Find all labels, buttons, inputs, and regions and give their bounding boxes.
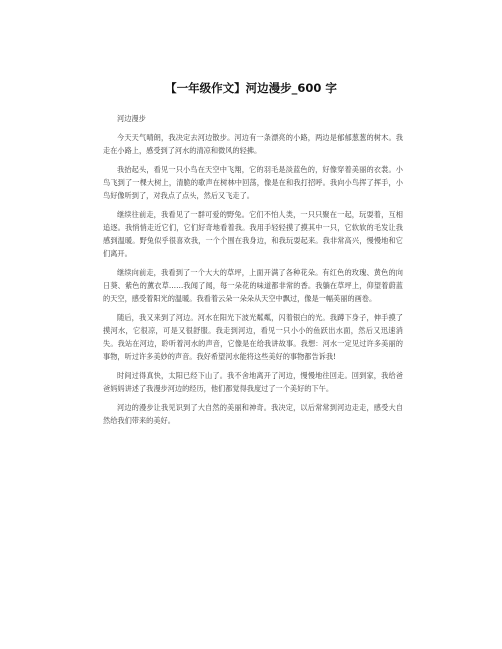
paragraph: 我抬起头，看见一只小鸟在天空中飞翔，它的羽毛是淡蓝色的，好像穿着美丽的衣裳。小鸟飞到了一棵大树上，清脆的歌声在树林中回荡，像是在和我打招呼。我向小鸟挥了挥手，小鸟好像听到了，对我点了点头，然后又飞走了。 — [103, 165, 403, 200]
essay-heading: 河边漫步 — [117, 114, 146, 123]
paragraph: 今天天气晴朗，我决定去河边散步。河边有一条漂亮的小路，两边是郁郁葱葱的树木。我走在小路上，感受到了河水的清凉和微风的轻拂。 — [103, 133, 403, 155]
paragraph: 时间过得真快，太阳已经下山了。我不舍地离开了河边，慢慢地往回走。回到家，我给爸爸妈妈讲述了我漫步河边的经历，他们都觉得我度过了一个美好的下午。 — [103, 371, 403, 393]
paragraph: 随后，我又来到了河边。河水在阳光下波光粼粼，闪着银白的光。我蹲下身子，伸手摸了摸河水，它很凉，可是又很舒服。我走到河边，看见一只小小的鱼跃出水面，然后又迅速消失。我站在河边，聆听着河水的声音，它像是在给我讲故事。我想：河水一定见过许多美丽的事物，听过许多美妙的声音。我好希望河水能将这些美好的事物都告诉我! — [103, 313, 403, 361]
document-body — [103, 112, 403, 433]
paragraph: 河边的漫步让我见识到了大自然的美丽和神奇。我决定，以后常常到河边走走，感受大自然给我们带来的美好。 — [103, 403, 403, 425]
paragraph: 继续往前走，我看见了一群可爱的野兔。它们不怕人类，一只只聚在一起，玩耍着，互相追逐。我悄悄走近它们，它们好奇地看着我。我用手轻轻摸了摸其中一只，它软软的毛发让我感到温暖。野兔似乎很喜欢我，一个个围在我身边，和我玩耍起来。我非常高兴，慢慢地和它们离开。 — [103, 210, 403, 258]
document-title: 【一年级作文】河边漫步_600 字 — [165, 81, 337, 95]
paragraph: 继续向前走，我看到了一个大大的草坪，上面开满了各种花朵。有红色的玫瑰、黄色的向日葵、紫色的薰衣草……我闻了闻，每一朵花的味道都非常的香。我躺在草坪上，仰望着蔚蓝的天空，感受着阳光的温暖。我看着云朵一朵朵从天空中飘过，像是一幅美丽的画卷。 — [103, 268, 403, 303]
